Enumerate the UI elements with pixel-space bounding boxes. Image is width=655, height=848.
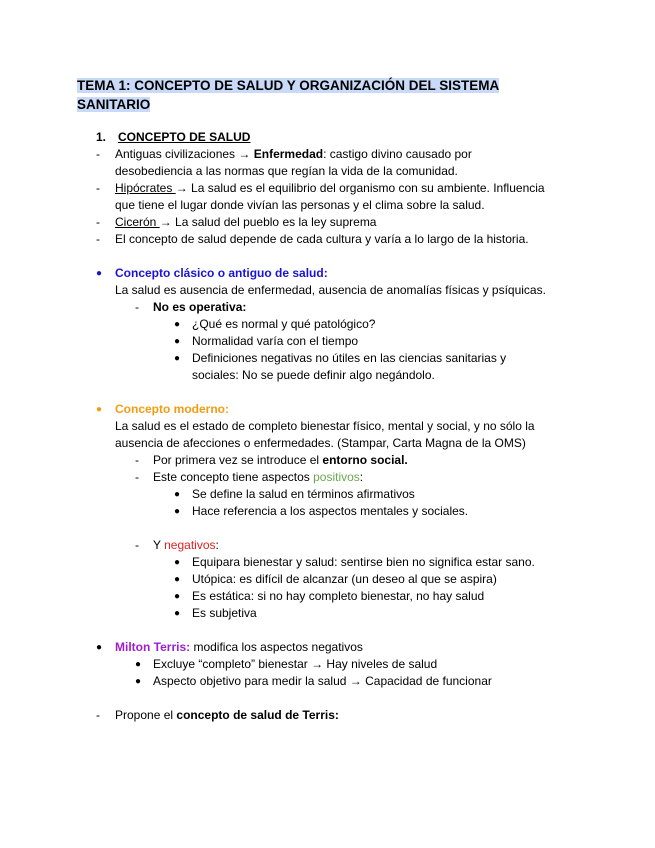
document-title bbox=[77, 76, 517, 114]
item-text: Este concepto tiene aspectos bbox=[153, 470, 314, 484]
positive-word: positivos bbox=[313, 470, 360, 484]
list-item-continuation: sociales: No se puede definir algo negándolo. bbox=[192, 368, 435, 382]
list-item: Definiciones negativas no útiles en las ciencias sanitarias y bbox=[192, 351, 507, 365]
classic-subheading: No es operativa: bbox=[153, 300, 247, 314]
dash-marker: - bbox=[135, 453, 139, 467]
list-item: Aspecto objetivo para medir la salud → Capacidad de funcionar bbox=[153, 674, 492, 688]
bullet-icon: ● bbox=[135, 676, 142, 687]
title-highlight: TEMA 1: CONCEPTO DE SALUD Y ORGANIZACIÓN DEL SISTEMA SANITARIO bbox=[77, 78, 500, 112]
item-bold: concepto de salud de Terris: bbox=[176, 708, 339, 722]
terris-line bbox=[115, 639, 363, 656]
hipocrates-link[interactable]: Hipócrates bbox=[115, 181, 176, 195]
list-item-continuation: desobediencia a las normas que regían la vida de la comunidad. bbox=[115, 164, 458, 178]
bullet-icon: ● bbox=[174, 489, 181, 500]
item-text: Por primera vez se introduce el bbox=[153, 453, 323, 467]
item-text: Propone el bbox=[115, 708, 177, 722]
bullet-icon: ● bbox=[174, 591, 181, 602]
bullet-icon: ● bbox=[174, 353, 181, 364]
item-text: → La salud es el equilibrio del organismo con su ambiente. Influencia bbox=[175, 181, 545, 195]
item-text: → La salud del pueblo es la ley suprema bbox=[159, 215, 377, 229]
section-number: 1. bbox=[96, 130, 107, 144]
list-item: ¿Qué es normal y qué patológico? bbox=[192, 317, 376, 331]
modern-heading: Concepto moderno: bbox=[115, 402, 229, 416]
item-text: Antiguas civilizaciones → bbox=[115, 147, 254, 161]
item-text: : castigo divino causado por bbox=[323, 147, 472, 161]
ciceron-link[interactable]: Cicerón bbox=[115, 215, 160, 229]
list-item: Hace referencia a los aspectos mentales y sociales. bbox=[192, 504, 469, 518]
bullet-icon: ● bbox=[174, 608, 181, 619]
list-item: Normalidad varía con el tiempo bbox=[192, 334, 359, 348]
classic-description: La salud es ausencia de enfermedad, ausencia de anomalías físicas y psíquicas. bbox=[115, 283, 546, 297]
bullet-icon: ● bbox=[96, 642, 103, 653]
item-text: : bbox=[215, 538, 219, 552]
list-item bbox=[115, 180, 545, 197]
item-text: Y bbox=[153, 538, 165, 552]
dash-marker: - bbox=[135, 538, 139, 552]
dash-marker: - bbox=[96, 708, 100, 722]
dash-marker: - bbox=[96, 147, 100, 161]
dash-marker: - bbox=[96, 181, 100, 195]
dash-marker: - bbox=[135, 470, 139, 484]
list-item: Utópica: es difícil de alcanzar (un deseo al que se aspira) bbox=[192, 572, 497, 586]
item-bold: entorno social. bbox=[322, 453, 408, 467]
modern-description-continuation: ausencia de afecciones o enfermedades. (Stampar, Carta Magna de la OMS) bbox=[115, 436, 526, 450]
list-item: Es subjetiva bbox=[192, 606, 257, 620]
list-item bbox=[153, 469, 363, 486]
bullet-icon: ● bbox=[174, 557, 181, 568]
list-item: Equipara bienestar y salud: sentirse bien no significa estar sano. bbox=[192, 555, 535, 569]
list-item-continuation: que tiene el lugar donde vivían las personas y el clima sobre la salud. bbox=[115, 198, 485, 212]
item-bold: Enfermedad bbox=[253, 147, 324, 161]
dash-marker: - bbox=[135, 300, 139, 314]
bullet-icon: ● bbox=[96, 268, 103, 279]
modern-description: La salud es el estado de completo bienestar físico, mental y social, y no sólo la bbox=[115, 419, 535, 433]
section-heading: CONCEPTO DE SALUD bbox=[118, 130, 251, 144]
bullet-icon: ● bbox=[174, 319, 181, 330]
list-item bbox=[115, 707, 339, 724]
dash-marker: - bbox=[96, 215, 100, 229]
bullet-icon: ● bbox=[96, 404, 103, 415]
list-item bbox=[115, 214, 376, 231]
list-item: Excluye “completo” bienestar → Hay niveles de salud bbox=[153, 657, 438, 671]
list-item: El concepto de salud depende de cada cultura y varía a lo largo de la historia. bbox=[115, 232, 529, 246]
terris-name: Milton Terris: bbox=[115, 640, 191, 654]
bullet-icon: ● bbox=[174, 574, 181, 585]
item-text: : bbox=[359, 470, 364, 484]
list-item: Se define la salud en términos afirmativos bbox=[192, 487, 415, 501]
classic-heading: Concepto clásico o antiguo de salud: bbox=[115, 266, 328, 280]
list-item: Es estática: si no hay completo bienestar, no hay salud bbox=[192, 589, 485, 603]
bullet-icon: ● bbox=[174, 336, 181, 347]
negative-word: negativos bbox=[164, 538, 216, 552]
list-item bbox=[115, 146, 472, 163]
list-item bbox=[153, 537, 219, 554]
bullet-icon: ● bbox=[174, 506, 181, 517]
dash-marker: - bbox=[96, 232, 100, 246]
bullet-icon: ● bbox=[135, 659, 142, 670]
list-item bbox=[153, 452, 408, 469]
item-text: modifica los aspectos negativos bbox=[190, 640, 363, 654]
